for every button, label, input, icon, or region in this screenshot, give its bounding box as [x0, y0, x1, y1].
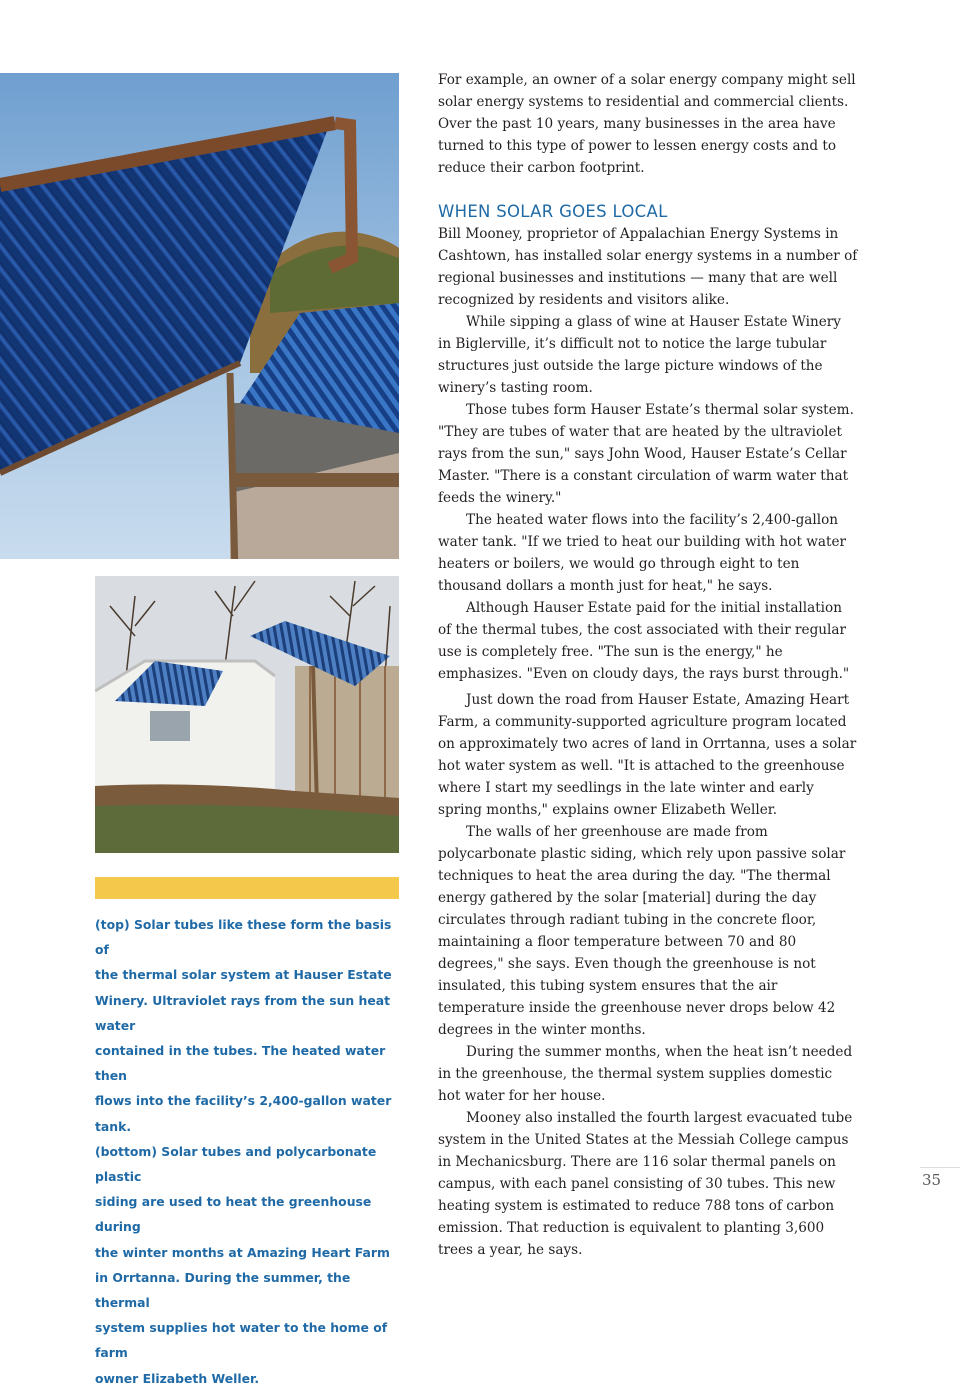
caption-line: Winery. Ultraviolet rays from the sun heat water	[95, 992, 391, 1033]
article-body	[438, 69, 858, 1261]
article-paragraph: Although Hauser Estate paid for the initial installation of the thermal tubes, the cost associated with their regular use is completely free. "The sun is the energy," he emphasizes. "Even on cloudy days, the rays burst through."	[438, 600, 850, 682]
article-paragraph: Mooney also installed the fourth largest evacuated tube system in the United States at the Messiah College campus in Mechanicsburg. There are 116 solar thermal panels on campus, with each panel consisting of 30 tubes. This new heating system is estimated to reduce 788 tons of carbon emission. That reduction is equivalent to planting 3,600 trees a year, he says.	[438, 1110, 853, 1258]
section-heading: WHEN SOLAR GOES LOCAL	[438, 202, 668, 221]
caption-line: the winter months at Amazing Heart Farm	[95, 1244, 390, 1260]
article-paragraph: During the summer months, when the heat isn’t needed in the greenhouse, the thermal system supplies domestic hot water for her house.	[438, 1044, 853, 1104]
caption-line: in Orrtanna. During the summer, the thermal	[95, 1269, 351, 1311]
caption-line: the thermal solar system at Hauser Estate	[95, 967, 392, 983]
article-paragraph: Bill Mooney, proprietor of Appalachian Energy Systems in Cashtown, has installed solar energy systems in a number of regional businesses and institutions — many that are well recognized by residents and visitors alike.	[438, 226, 858, 308]
caption-line: (bottom) Solar tubes and polycarbonate plastic	[95, 1143, 377, 1185]
caption-line: flows into the facility’s 2,400-gallon water tank.	[95, 1093, 392, 1134]
article-paragraph: Just down the road from Hauser Estate, Amazing Heart Farm, a community-supported agriculture program located on approximately two acres of land in Orrtanna, uses a solar hot water system as well. "It is attached to the greenhouse where I start my seedlings in the late winter and early spring months," explains owner Elizabeth Weller.	[438, 692, 857, 818]
article-paragraph: Those tubes form Hauser Estate’s thermal solar system. "They are tubes of water that are heated by the ultraviolet rays from the sun," says John Wood, Hauser Estate’s Cellar Master. "There is a constant circulation of warm water that feeds the winery."	[438, 402, 854, 506]
caption-line: contained in the tubes. The heated water then	[95, 1043, 386, 1084]
solar-tubes-photo	[0, 73, 399, 559]
article-paragraph: The heated water flows into the facility’s 2,400-gallon water tank. "If we tried to heat our building with hot water heaters or boilers, we would go through eight to ten thousand dollars a month just for heat," he says.	[438, 512, 847, 594]
photo-caption	[95, 912, 405, 1391]
article-paragraph: While sipping a glass of wine at Hauser Estate Winery in Biglerville, it’s difficult not to notice the large tubular structures just outside the large picture windows of the winery’s tasting room.	[438, 314, 841, 396]
caption-line: siding are used to heat the greenhouse during	[95, 1194, 372, 1235]
caption-line: system supplies hot water to the home of farm	[95, 1320, 388, 1361]
page-number-rule	[920, 1167, 960, 1168]
caption-accent-bar	[95, 877, 399, 899]
caption-line: (top) Solar tubes like these form the basis of	[95, 917, 392, 958]
page-number: 35	[922, 1171, 942, 1189]
caption-line: owner Elizabeth Weller.	[95, 1370, 260, 1386]
article-paragraph: The walls of her greenhouse are made from polycarbonate plastic siding, which rely upon passive solar techniques to heat the area during the day. "The thermal energy gathered by the solar [material] during the day circulates through radiant tubing in the concrete floor, maintaining a floor temperature between 70 and 80 degrees," she says. Even though the greenhouse is not insulated, this tubing system ensures that the air temperature inside the greenhouse never drops below 42 degrees in the winter months.	[438, 824, 846, 1038]
intro-paragraph: For example, an owner of a solar energy company might sell solar energy systems to residential and commercial clients. Over the past 10 years, many businesses in the area have turned to this type of power to lessen energy costs and to reduce their carbon footprint.	[438, 72, 856, 176]
greenhouse-solar-photo	[95, 576, 399, 853]
